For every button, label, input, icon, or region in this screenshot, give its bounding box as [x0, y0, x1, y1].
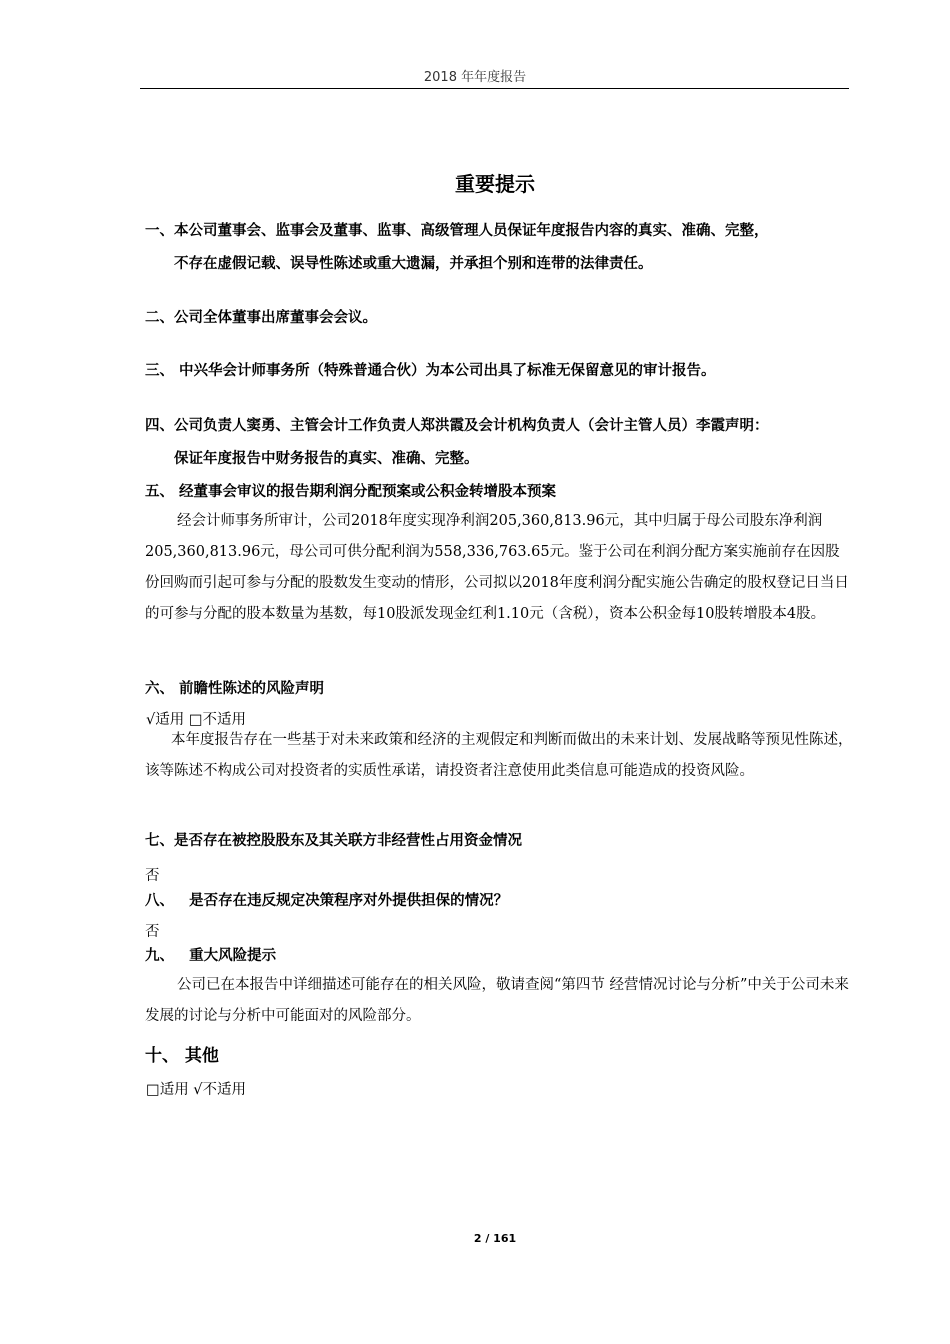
sec9-heading: 九、 重大风险提示	[145, 948, 277, 964]
sec9-body: 公司已在本报告中详细描述可能存在的相关风险，敬请查阅“第四节 经营情况讨论与分析”中关于公司未来发展的讨论与分析中可能面对的风险部分。	[145, 977, 849, 1024]
sec6-heading: 六、 前瞻性陈述的风险声明	[145, 681, 325, 697]
sec5-heading: 五、 经董事会审议的报告期利润分配预案或公积金转增股本预案	[145, 484, 557, 500]
sec7-answer: 否	[145, 868, 160, 884]
header-divider	[140, 88, 849, 89]
sec10-applicable-checkbox: □适用 √不适用	[146, 1082, 247, 1098]
sec1-line1: 一、本公司董事会、监事会及董事、监事、高级管理人员保证年度报告内容的真实、准确、完整，	[145, 223, 769, 239]
sec4-line2: 保证年度报告中财务报告的真实、准确、完整。	[174, 451, 479, 467]
sec4-line1: 四、公司负责人窦勇、主管会计工作负责人郑洪霞及会计机构负责人（会计主管人员）李霞声明：	[145, 418, 769, 434]
sec1-line2: 不存在虚假记载、误导性陈述或重大遗漏，并承担个别和连带的法律责任。	[174, 256, 653, 272]
running-header: 2018 年年度报告	[423, 70, 527, 85]
sec6-body: 本年度报告存在一些基于对未来政策和经济的主观假定和判断而做出的未来计划、发展战略等预见性陈述，该等陈述不构成公司对投资者的实质性承诺，请投资者注意使用此类信息可能造成的投资风险。	[145, 732, 853, 779]
sec10-heading: 十、 其他	[145, 1046, 219, 1066]
sec8-answer: 否	[145, 924, 160, 940]
sec6-applicable-checkbox: √适用 □不适用	[146, 712, 247, 728]
sec2-text: 二、公司全体董事出席董事会会议。	[145, 310, 377, 326]
sec3-text: 三、 中兴华会计师事务所（特殊普通合伙）为本公司出具了标准无保留意见的审计报告。	[145, 363, 716, 379]
page-number: 2 / 161	[473, 1232, 517, 1245]
sec8-heading: 八、 是否存在违反规定决策程序对外提供担保的情况？	[145, 893, 509, 909]
sec7-heading: 七、是否存在被控股股东及其关联方非经营性占用资金情况	[145, 833, 522, 849]
sec5-body: 经会计师事务所审计，公司2018年度实现净利润205,360,813.96元，其中归属于母公司股东净利润205,360,813.96元，母公司可供分配利润为558,336,763.65元。鉴于公司在利润分配方案实施前存在因股份回购而引起可参与分配的股数发生变动的情形，公司拟以2018年度利润分配实施公告确定的股权登记日当日的可参与分配的股本数量为基数，每10股派发现金红利1.10元（含税），资本公积金每10股转增股本4股。	[145, 513, 849, 622]
page-title: 重要提示	[455, 172, 535, 196]
